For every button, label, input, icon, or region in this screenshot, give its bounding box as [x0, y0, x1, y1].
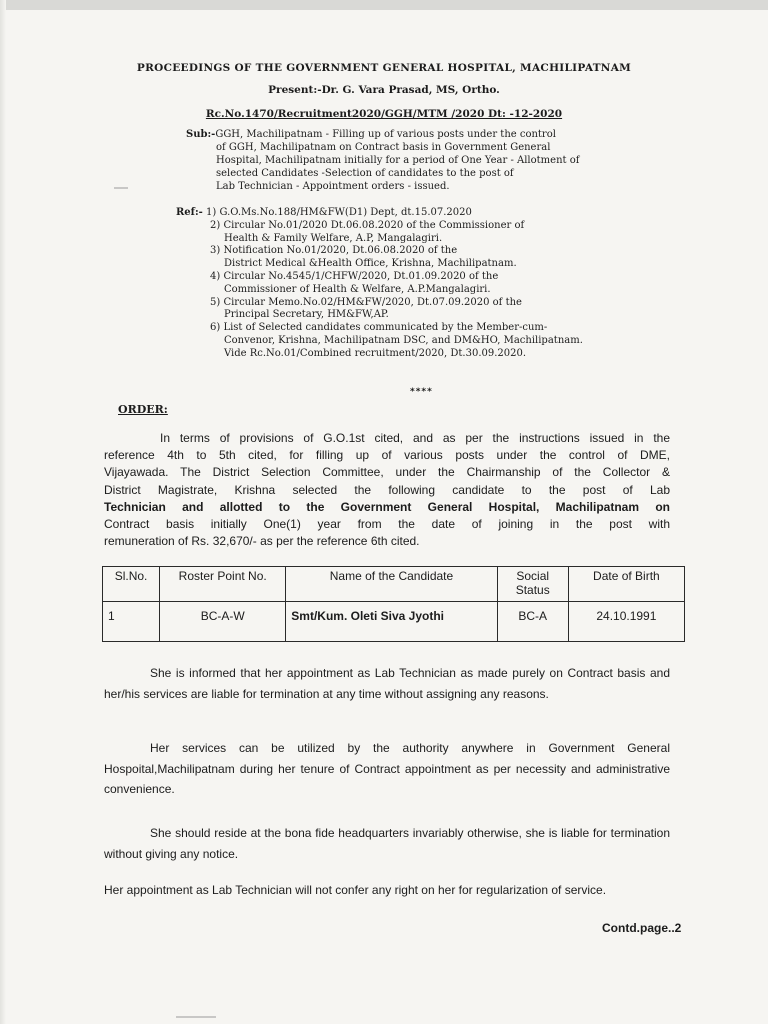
continued-note: Contd.page..2 — [602, 921, 682, 935]
column-header-name: Name of the Candidate — [286, 567, 497, 602]
subject-line: Lab Technician - Appointment orders - issued. — [216, 181, 450, 192]
references-label: Ref:- — [176, 207, 203, 218]
order-line: Contract basis initially One(1) year from the date of joining in the post with — [104, 517, 670, 532]
table-row — [103, 602, 685, 642]
reference-item: 2) Circular No.01/2020 Dt.06.08.2020 of the Commissioner of — [210, 219, 525, 231]
terms-paragraph-regularization: Her appointment as Lab Technician will not confer any right on her for regularization of service. — [104, 883, 607, 897]
section-separator: **** — [410, 387, 433, 397]
subject-line: Hospital, Machilipatnam initially for a period of One Year - Allotment of — [216, 155, 580, 166]
subject-block — [186, 128, 626, 193]
reference-continuation: Convenor, Krishna, Machilipatnam DSC, and DM&HO, Machilipatnam. — [224, 334, 583, 346]
reference-continuation: Vide Rc.No.01/Combined recruitment/2020, Dt.30.09.2020. — [224, 347, 527, 359]
present-officer: Present:-Dr. G. Vara Prasad, MS, Ortho. — [268, 84, 500, 96]
cell-slno: 1 — [103, 602, 160, 642]
reference-item: 3) Notification No.01/2020, Dt.06.08.2020 of the — [210, 245, 458, 257]
candidate-table — [102, 566, 685, 642]
column-header-social-status: Social Status — [497, 567, 568, 602]
subject-line: of GGH, Machilipatnam on Contract basis in Government General — [216, 142, 551, 153]
subject-label: Sub:- — [186, 129, 216, 140]
cell-candidate-name: Smt/Kum. Oleti Siva Jyothi — [286, 602, 497, 642]
order-line: reference 4th to 5th cited, for filling up of various posts under the control of DME, — [104, 448, 670, 463]
order-heading: ORDER: — [118, 403, 168, 416]
column-header-roster: Roster Point No. — [160, 567, 286, 602]
reference-item: Ref:- 1) G.O.Ms.No.188/HM&FW(D1) Dept, dt.15.07.2020 — [176, 207, 472, 218]
reference-continuation: Principal Secretary, HM&FW,AP. — [224, 309, 389, 321]
scan-shadow-top — [0, 0, 768, 10]
terms-paragraph-residence: She should reside at the bona fide headquarters invariably otherwise, she is liable for termination without giving any notice. — [104, 826, 670, 861]
cell-social-status: BC-A — [497, 602, 568, 642]
reference-number: Rc.No.1470/Recruitment2020/GGH/MTM /2020 Dt: -12-2020 — [205, 108, 563, 120]
reference-continuation: Commissioner of Health & Welfare, A.P.Mangalagiri. — [224, 283, 491, 295]
scan-shadow-left — [0, 0, 6, 1024]
order-line: District Magistrate, Krishna selected the following candidate to the post of Lab — [104, 482, 670, 497]
reference-item: 6) List of Selected candidates communicated by the Member-cum- — [210, 322, 548, 334]
scan-mark — [114, 187, 128, 189]
order-line: In terms of provisions of G.O.1st cited, and as per the instructions issued in the — [160, 431, 670, 445]
reference-item: 4) Circular No.4545/1/CHFW/2020, Dt.01.09.2020 of the — [210, 270, 499, 282]
cell-dob: 24.10.1991 — [568, 602, 684, 642]
terms-paragraph-contract: She is informed that her appointment as Lab Technician as made purely on Contract basis and her/his services are liable for termination at any time without assigning any reasons. — [104, 666, 670, 701]
order-line: Technician and allotted to the Government General Hospital, Machilipatnam on — [104, 499, 670, 514]
document-title: PROCEEDINGS OF THE GOVERNMENT GENERAL HOSPITAL, MACHILIPATNAM — [136, 62, 632, 74]
table-header-row — [103, 567, 685, 602]
reference-item: 5) Circular Memo.No.02/HM&FW/2020, Dt.07.09.2020 of the — [210, 296, 522, 308]
terms-paragraph-utilization: Her services can be utilized by the authority anywhere in Government General Hospoital,Machilipatnam during her tenure of Contract appointment as per necessity and administrative convenience. — [104, 741, 670, 796]
references-block — [176, 207, 616, 361]
scan-mark — [176, 1016, 216, 1018]
reference-continuation: District Medical &Health Office, Krishna, Machilipatnam. — [224, 258, 517, 270]
subject-line: Sub:-GGH, Machilipatnam - Filling up of various posts under the control — [186, 129, 556, 140]
subject-line: selected Candidates -Selection of candidates to the post of — [216, 168, 514, 179]
order-line: Vijayawada. The District Selection Committee, under the Chairmanship of the Collector & — [104, 465, 670, 480]
column-header-slno: Sl.No. — [103, 567, 160, 602]
reference-continuation: Health & Family Welfare, A.P, Mangalagiri. — [224, 232, 443, 244]
cell-roster: BC-A-W — [160, 602, 286, 642]
column-header-dob: Date of Birth — [568, 567, 684, 602]
order-paragraph — [104, 430, 670, 550]
order-line: remuneration of Rs. 32,670/- as per the reference 6th cited. — [104, 534, 420, 549]
